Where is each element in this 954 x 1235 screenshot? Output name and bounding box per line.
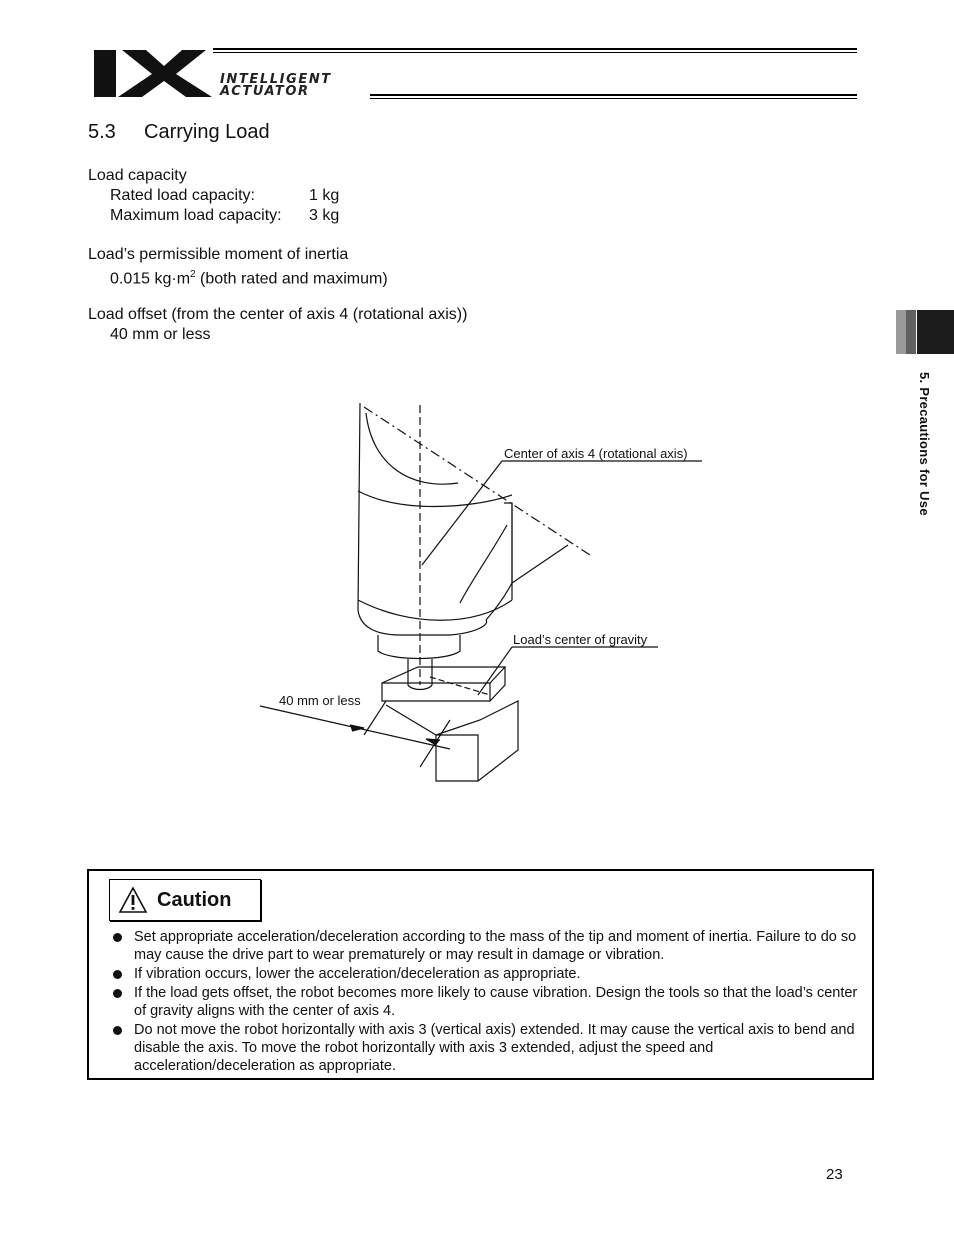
inertia-value-number: 0.015 kg·m [110, 270, 191, 288]
load-top-block-side [490, 667, 505, 701]
caution-item [109, 965, 869, 983]
page-number: 23 [826, 1166, 843, 1183]
arm-link-3 [512, 545, 568, 583]
header-rule [213, 48, 857, 50]
arm-band-1 [358, 491, 512, 507]
arm-top-curve [366, 413, 458, 484]
warning-triangle-icon [118, 886, 148, 914]
caution-item-text: If vibration occurs, lower the acceleration/deceleration as appropriate. [134, 966, 581, 982]
side-tab-marker [906, 310, 916, 354]
arm-link-2 [504, 503, 512, 583]
rated-load-label: Rated load capacity: [110, 187, 255, 204]
dimension-arrow-left [350, 725, 364, 731]
axis-center-leader [422, 461, 502, 565]
brand-name-line-1: INTELLIGENT [220, 72, 332, 87]
caution-box [87, 869, 874, 1080]
flange [378, 635, 460, 659]
bullet-icon [113, 989, 122, 998]
caution-item [109, 928, 869, 964]
arm-link-4 [486, 583, 512, 620]
gravity-center-label: Load’s center of gravity [513, 632, 648, 647]
dimension-ext-1 [364, 701, 386, 735]
caution-header [109, 879, 261, 921]
ix-logo [94, 48, 214, 100]
load-capacity-block [88, 166, 339, 226]
inertia-heading: Load’s permissible moment of inertia [88, 246, 349, 263]
side-tab-marker [896, 310, 906, 354]
caution-item-text: Set appropriate acceleration/deceleration according to the mass of the tip and moment of inertia. Failure to do so may cause the drive part to wear prematurely or may result in damage or vibration. [134, 929, 857, 963]
caution-item-text: Do not move the robot horizontally with axis 3 (vertical axis) extended. It may cause the vertical axis to bend and disable the axis. To move the robot horizontally with axis 3 extended, adjust the speed and acceleration/deceleration as appropriate. [134, 1022, 855, 1074]
caution-item [109, 984, 869, 1020]
max-load-row [88, 206, 339, 226]
offset-dimension-label: 40 mm or less [279, 693, 361, 708]
bullet-icon [113, 1026, 122, 1035]
header-rule [370, 94, 857, 96]
arm-left-edge [358, 403, 360, 610]
max-load-label: Maximum load capacity: [110, 207, 282, 224]
inertia-block [88, 245, 388, 289]
offset-block [88, 305, 467, 345]
arm-bottom [358, 610, 487, 635]
bullet-icon [113, 970, 122, 979]
rated-load-row [88, 186, 339, 206]
inertia-value [88, 265, 388, 289]
load-bottom-block-top [436, 701, 518, 781]
load-bottom-block-side [386, 705, 436, 735]
offset-value: 40 mm or less [110, 326, 211, 343]
offset-heading: Load offset (from the center of axis 4 (rotational axis)) [88, 306, 468, 323]
max-load-value: 3 kg [309, 207, 340, 224]
gravity-leader [478, 647, 512, 695]
axis-projection-line [364, 407, 590, 555]
caution-item [109, 1021, 869, 1075]
load-bottom-block [436, 735, 478, 781]
bullet-icon [113, 933, 122, 942]
header-rule [370, 98, 857, 99]
caution-title: Caution [157, 889, 232, 911]
brand-name-line-2: ACTUATOR [220, 84, 310, 99]
load-top-block [382, 683, 490, 701]
section-number: 5.3 [88, 121, 116, 143]
inertia-value-note: (both rated and maximum) [195, 270, 388, 288]
side-tab-marker [917, 310, 954, 354]
axis-center-label: Center of axis 4 (rotational axis) [504, 446, 688, 461]
gravity-line [430, 677, 490, 695]
caution-item-text: If the load gets offset, the robot becomes more likely to cause vibration. Design the tools so that the load’s center of gravity aligns with the center of axis 4. [134, 985, 858, 1019]
load-capacity-heading: Load capacity [88, 167, 187, 184]
section-title: Carrying Load [144, 121, 270, 143]
header-rule [213, 52, 857, 53]
arm-link-1 [460, 525, 507, 603]
chapter-side-label: 5. Precautions for Use [917, 372, 932, 516]
inertia-exponent: 2 [190, 269, 196, 280]
caution-list [109, 928, 869, 1076]
section-heading [88, 121, 270, 144]
load-offset-diagram [250, 395, 720, 790]
rated-load-value: 1 kg [309, 187, 340, 204]
